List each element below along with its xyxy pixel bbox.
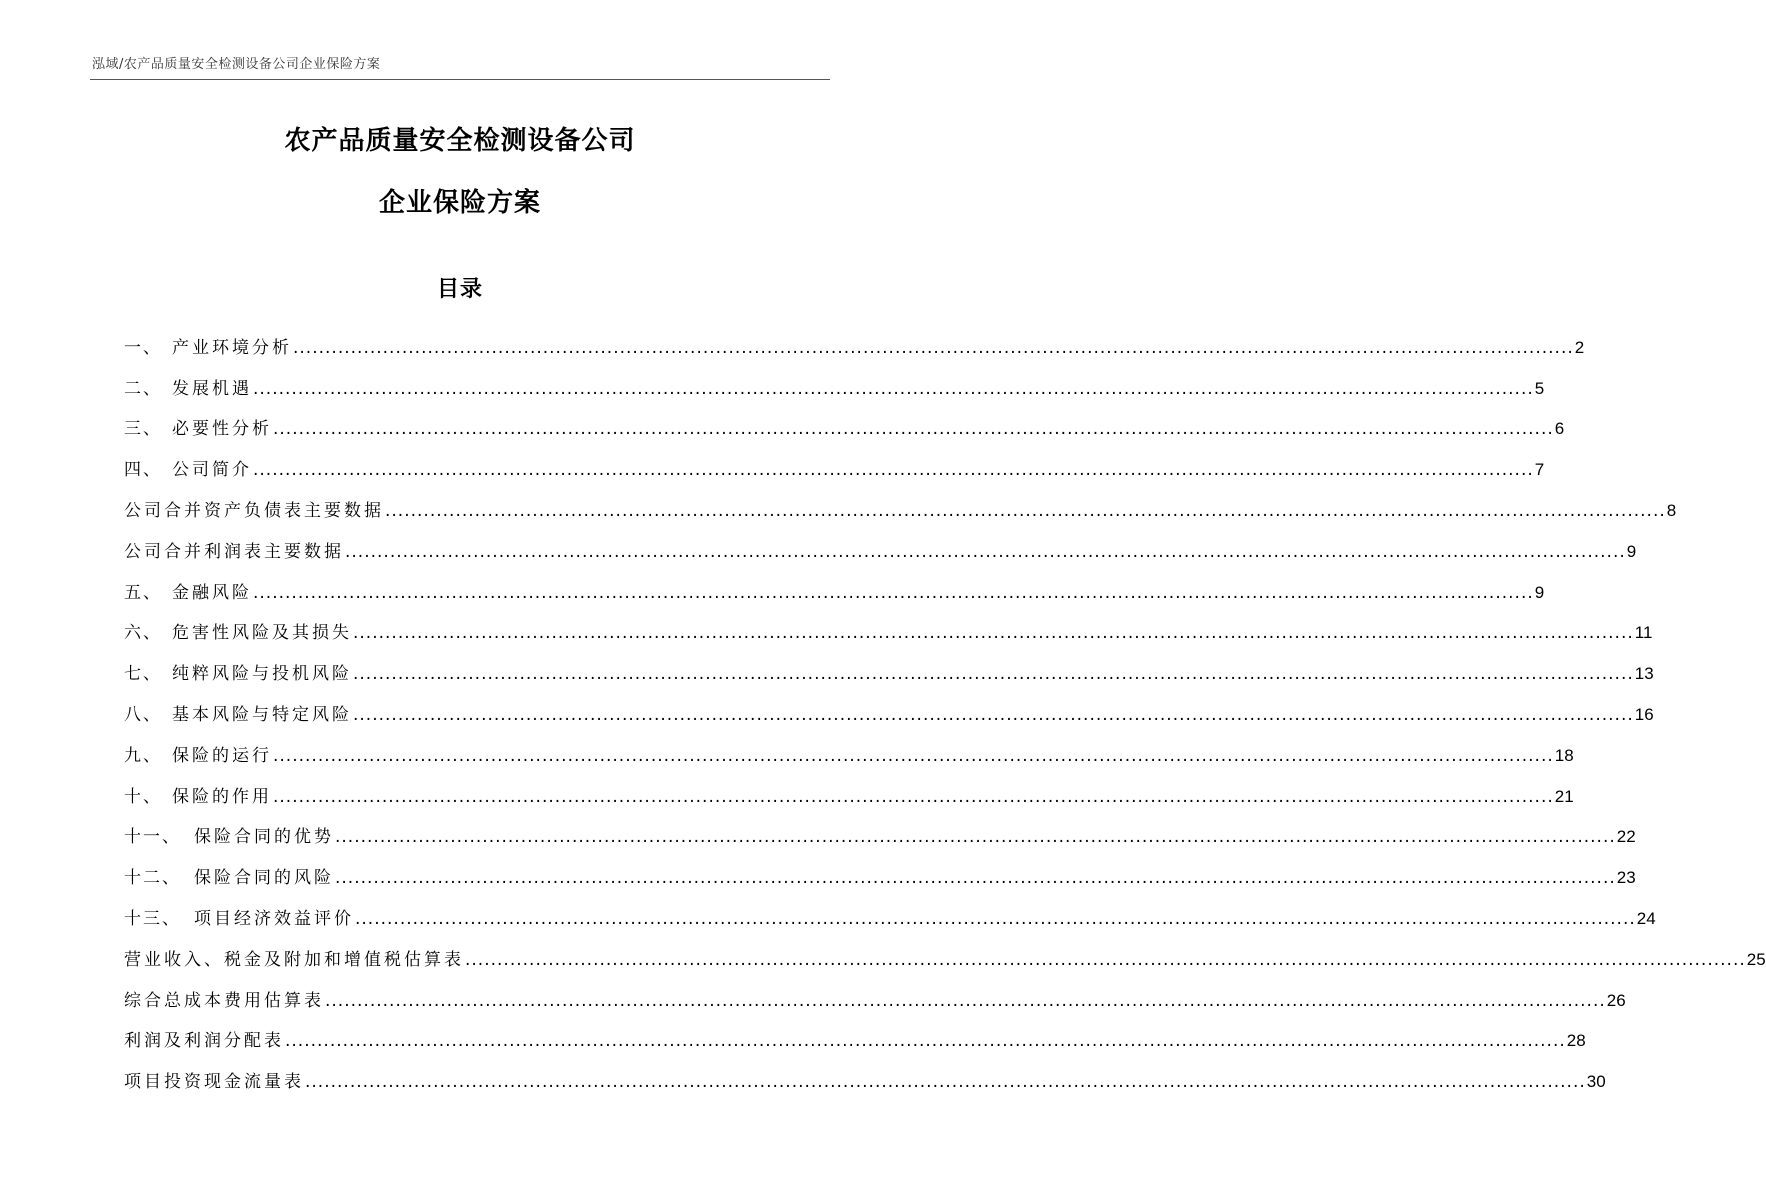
toc-entry-label: 保险的运行 xyxy=(172,745,272,766)
toc-entry-label: 保险合同的风险 xyxy=(194,868,334,889)
toc-entry-page-number: 6 xyxy=(1554,419,1565,439)
toc-entry[interactable] xyxy=(124,812,1636,853)
document-title-line-1: 农产品质量安全检测设备公司 xyxy=(284,126,636,156)
toc-entry[interactable] xyxy=(124,730,1574,771)
toc-entry-page-number: 22 xyxy=(1616,827,1636,847)
toc-entry-page-number: 9 xyxy=(1626,541,1637,561)
toc-entry-page-number: 18 xyxy=(1554,745,1574,765)
toc-entry-label: 纯粹风险与投机风险 xyxy=(172,664,352,685)
toc-entry-page-number: 25 xyxy=(1746,949,1766,969)
toc-entry[interactable] xyxy=(124,689,1654,730)
toc-entry-label: 基本风险与特定风险 xyxy=(172,704,352,725)
toc-entry-number: 十一、 xyxy=(124,827,181,848)
toc-dot-leader: ........................................................................................................................................................................................................ xyxy=(385,500,1666,521)
toc-entry[interactable] xyxy=(124,567,1545,608)
toc-entry-page-number: 26 xyxy=(1606,990,1626,1010)
toc-entry-number: 七、 xyxy=(124,664,162,685)
toc-entry-page-number: 30 xyxy=(1586,1072,1606,1092)
toc-entry-label: 发展机遇 xyxy=(172,378,252,399)
toc-entry-page-number: 24 xyxy=(1636,908,1656,928)
document-title-line-2: 企业保险方案 xyxy=(378,188,541,218)
table-of-contents xyxy=(124,322,1766,1097)
toc-dot-leader: ........................................................................................................................................................................................................ xyxy=(305,1072,1586,1093)
toc-entry-page-number: 2 xyxy=(1574,337,1585,357)
toc-entry-page-number: 9 xyxy=(1534,582,1545,602)
toc-entry-label: 保险合同的优势 xyxy=(194,827,334,848)
toc-entry[interactable] xyxy=(124,893,1656,934)
toc-entry-number: 三、 xyxy=(124,419,162,440)
toc-dot-leader: ........................................................................................................................................................................................................ xyxy=(253,378,1534,399)
toc-entry-label: 必要性分析 xyxy=(172,419,272,440)
toc-entry[interactable] xyxy=(124,934,1766,975)
toc-entry[interactable] xyxy=(124,852,1636,893)
toc-entry-label: 项目经济效益评价 xyxy=(194,908,354,929)
toc-entry-label: 公司合并资产负债表主要数据 xyxy=(124,500,384,521)
toc-entry[interactable] xyxy=(124,1056,1606,1097)
toc-entry-label: 产业环境分析 xyxy=(172,337,292,358)
toc-entry-number: 十二、 xyxy=(124,868,181,889)
toc-entry-page-number: 7 xyxy=(1534,460,1545,480)
toc-entry-label: 项目投资现金流量表 xyxy=(124,1072,304,1093)
toc-dot-leader: ........................................................................................................................................................................................................ xyxy=(253,460,1534,481)
toc-dot-leader: ........................................................................................................................................................................................................ xyxy=(353,704,1634,725)
toc-entry-number: 十三、 xyxy=(124,908,181,929)
toc-entry-page-number: 16 xyxy=(1634,704,1654,724)
toc-entry-label: 保险的作用 xyxy=(172,786,272,807)
toc-dot-leader: ........................................................................................................................................................................................................ xyxy=(465,949,1746,970)
toc-entry-number: 九、 xyxy=(124,745,162,766)
toc-entry-page-number: 13 xyxy=(1634,664,1654,684)
toc-dot-leader: ........................................................................................................................................................................................................ xyxy=(253,582,1534,603)
toc-dot-leader: ........................................................................................................................................................................................................ xyxy=(273,786,1554,807)
toc-entry[interactable] xyxy=(124,975,1626,1016)
toc-entry[interactable] xyxy=(124,526,1637,567)
toc-entry-label: 危害性风险及其损失 xyxy=(172,623,352,644)
toc-heading: 目录 xyxy=(436,277,483,302)
toc-entry[interactable] xyxy=(124,485,1677,526)
toc-dot-leader: ........................................................................................................................................................................................................ xyxy=(335,827,1616,848)
toc-entry-label: 营业收入、税金及附加和增值税估算表 xyxy=(124,949,464,970)
toc-entry-label: 金融风险 xyxy=(172,582,252,603)
toc-entry-label: 利润及利润分配表 xyxy=(124,1031,284,1052)
toc-dot-leader: ........................................................................................................................................................................................................ xyxy=(353,623,1634,644)
toc-entry[interactable] xyxy=(124,404,1565,445)
toc-entry[interactable] xyxy=(124,771,1574,812)
toc-entry[interactable] xyxy=(124,648,1654,689)
toc-entry-number: 二、 xyxy=(124,378,162,399)
toc-entry-page-number: 8 xyxy=(1666,500,1677,520)
toc-dot-leader: ........................................................................................................................................................................................................ xyxy=(293,337,1574,358)
toc-dot-leader: ........................................................................................................................................................................................................ xyxy=(273,419,1554,440)
toc-entry-page-number: 11 xyxy=(1634,623,1653,643)
toc-dot-leader: ........................................................................................................................................................................................................ xyxy=(355,908,1636,929)
toc-dot-leader: ........................................................................................................................................................................................................ xyxy=(285,1031,1566,1052)
toc-dot-leader: ........................................................................................................................................................................................................ xyxy=(345,541,1626,562)
toc-entry-label: 公司合并利润表主要数据 xyxy=(124,541,344,562)
toc-entry-number: 五、 xyxy=(124,582,162,603)
toc-entry-number: 四、 xyxy=(124,460,162,481)
toc-entry-number: 六、 xyxy=(124,623,162,644)
toc-entry[interactable] xyxy=(124,444,1545,485)
toc-entry-number: 一、 xyxy=(124,337,162,358)
toc-entry[interactable] xyxy=(124,1016,1586,1057)
toc-dot-leader: ........................................................................................................................................................................................................ xyxy=(353,664,1634,685)
header-divider xyxy=(90,79,830,80)
toc-entry-page-number: 5 xyxy=(1534,378,1545,398)
toc-entry[interactable] xyxy=(124,608,1653,649)
toc-dot-leader: ........................................................................................................................................................................................................ xyxy=(273,745,1554,766)
toc-entry-page-number: 23 xyxy=(1616,868,1636,888)
toc-entry-label: 综合总成本费用估算表 xyxy=(124,990,324,1011)
toc-entry[interactable] xyxy=(124,363,1545,404)
toc-entry-label: 公司简介 xyxy=(172,460,252,481)
toc-entry-number: 十、 xyxy=(124,786,162,807)
toc-entry-number: 八、 xyxy=(124,704,162,725)
toc-entry-page-number: 28 xyxy=(1566,1031,1586,1051)
toc-entry[interactable] xyxy=(124,322,1585,363)
toc-dot-leader: ........................................................................................................................................................................................................ xyxy=(335,868,1616,889)
document-header-path: 泓域/农产品质量安全检测设备公司企业保险方案 xyxy=(92,57,381,72)
toc-dot-leader: ........................................................................................................................................................................................................ xyxy=(325,990,1606,1011)
toc-entry-page-number: 21 xyxy=(1554,786,1574,806)
